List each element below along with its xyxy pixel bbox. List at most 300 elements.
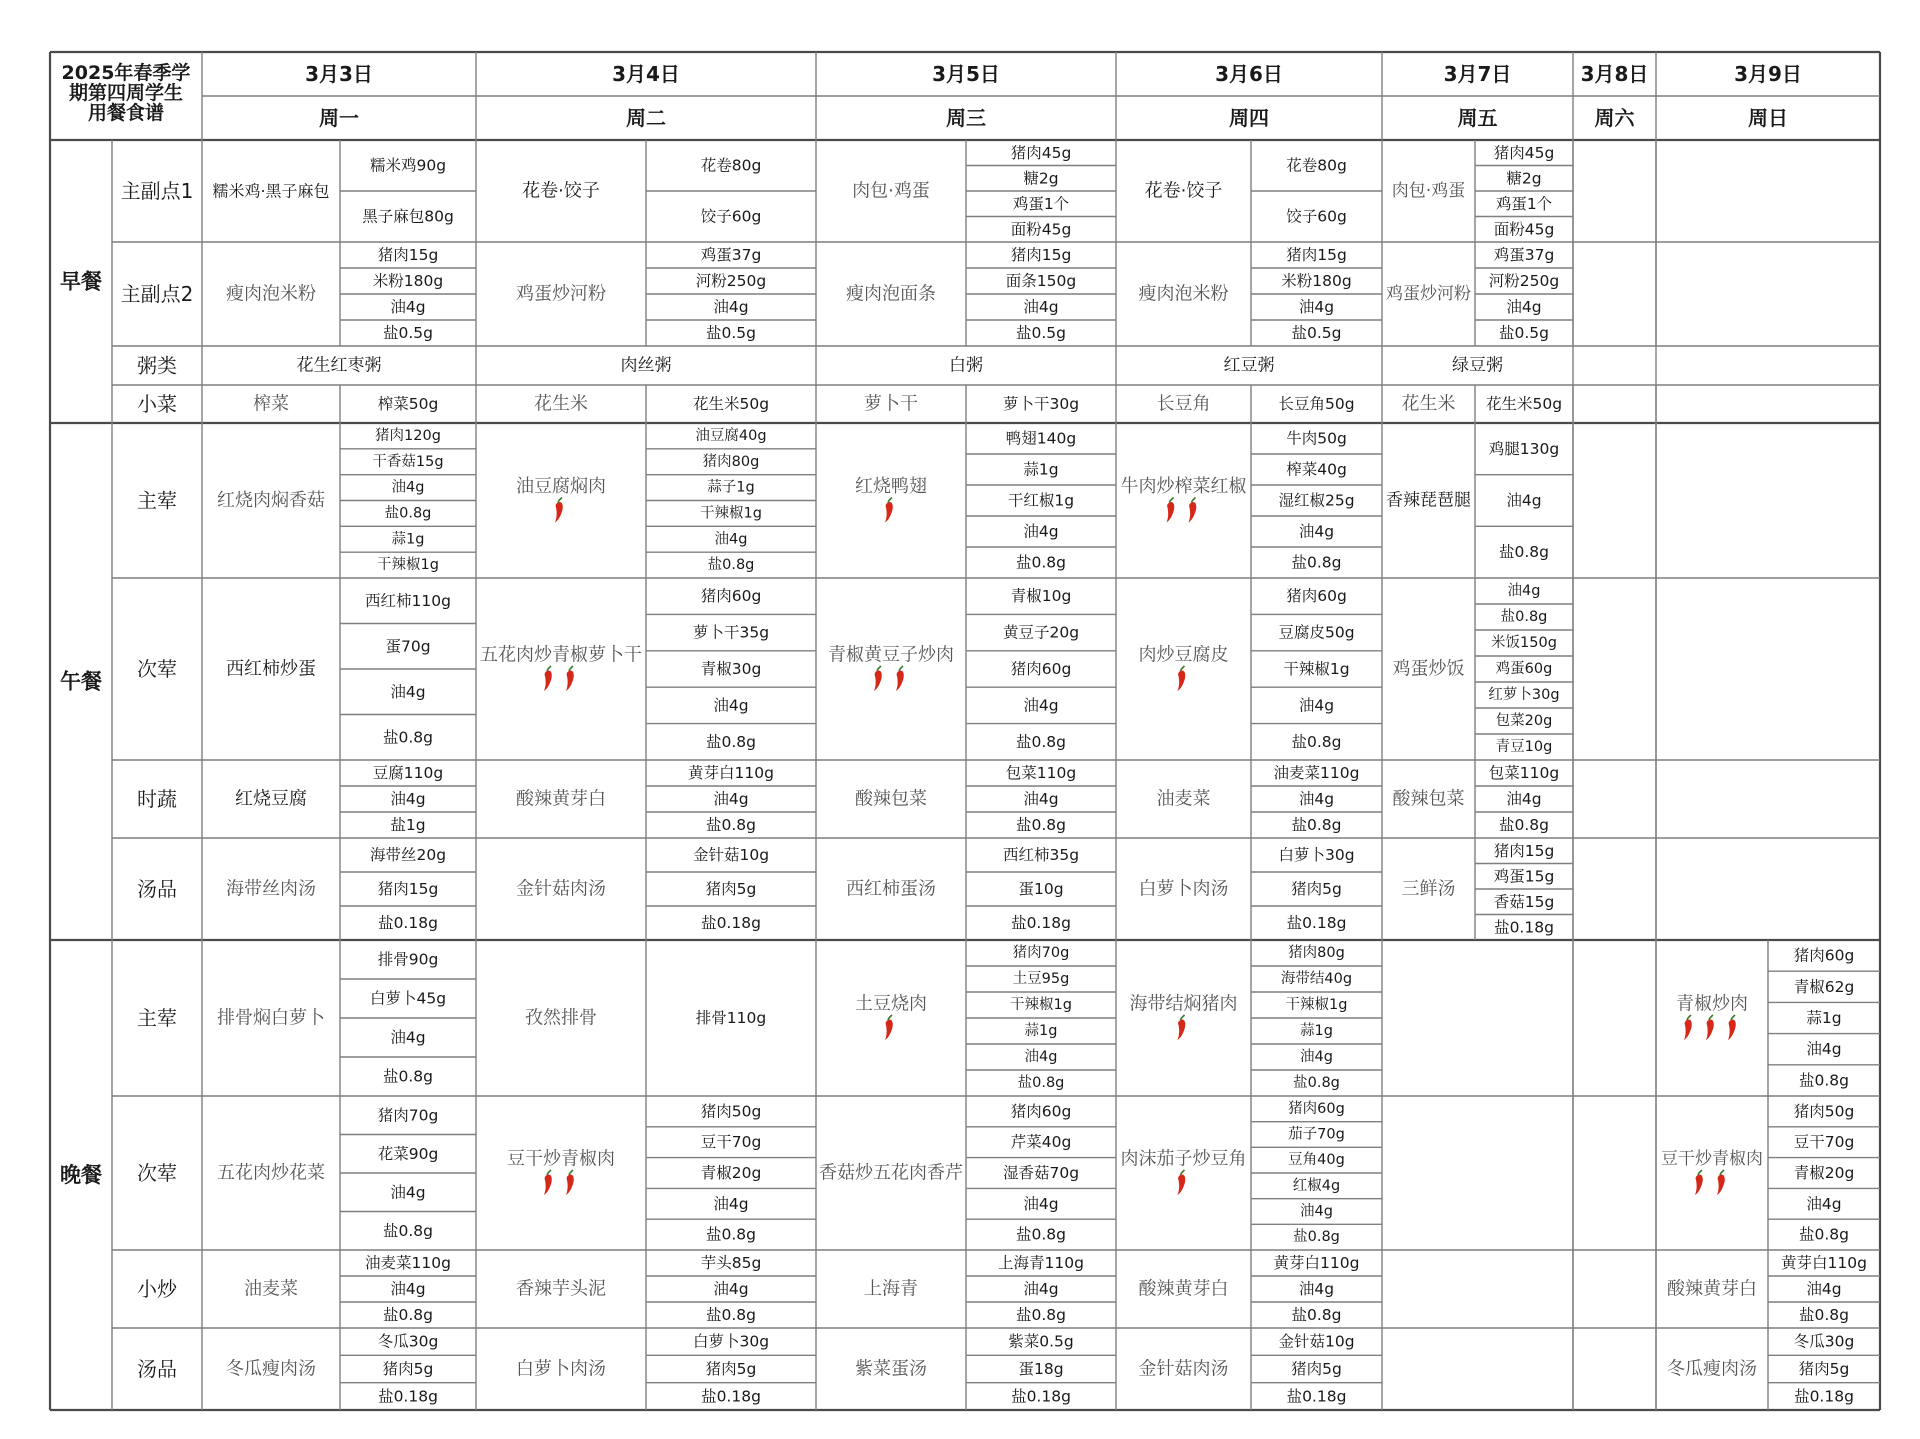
weekday-header: 周一 bbox=[319, 106, 359, 130]
ingredient-item: 土豆95g bbox=[1012, 971, 1070, 987]
dish-name: 鸡蛋炒河粉 bbox=[1386, 284, 1471, 304]
ingredient-item: 盐0.18g bbox=[1011, 914, 1071, 932]
ingredient-item: 盐0.18g bbox=[701, 1387, 761, 1406]
ingredient-item: 青椒62g bbox=[1793, 977, 1855, 996]
ingredient-item: 盐0.8g bbox=[1499, 816, 1549, 834]
ingredient-item: 盐0.8g bbox=[1016, 553, 1066, 572]
ingredient-item: 盐0.8g bbox=[1499, 543, 1549, 562]
ingredient-item: 榨菜40g bbox=[1286, 460, 1347, 479]
dish-name: 白萝卜肉汤 bbox=[516, 1358, 606, 1380]
ingredient-item: 紫菜0.5g bbox=[1008, 1332, 1074, 1351]
category-label: 次荤 bbox=[137, 1161, 177, 1185]
ingredient-item: 猪肉60g bbox=[1010, 660, 1072, 678]
ingredient-item: 猪肉5g bbox=[705, 880, 757, 898]
ingredient-item: 芋头85g bbox=[700, 1254, 762, 1272]
dish-name: 酸辣黄芽白 bbox=[516, 788, 606, 810]
ingredient-item: 蒜1g bbox=[1300, 1023, 1333, 1039]
ingredient-item: 盐0.8g bbox=[1799, 1071, 1849, 1090]
ingredient-item: 猪肉50g bbox=[700, 1102, 762, 1121]
ingredient-item: 冬瓜30g bbox=[1793, 1332, 1855, 1351]
ingredient-item: 油4g bbox=[1300, 1049, 1333, 1065]
ingredient-item: 油麦菜110g bbox=[1273, 764, 1360, 782]
ingredient-item: 芹菜40g bbox=[1010, 1133, 1072, 1152]
table-content bbox=[60, 61, 1867, 1405]
ingredient-item: 青椒20g bbox=[1793, 1164, 1855, 1182]
ingredient-item: 猪肉45g bbox=[1010, 143, 1072, 162]
ingredient-item: 黄芽白110g bbox=[688, 764, 774, 782]
ingredient-item: 猪肉15g bbox=[377, 246, 439, 264]
ingredient-item: 鸡蛋15g bbox=[1493, 867, 1555, 886]
dish-name: 上海青 bbox=[864, 1278, 918, 1300]
ingredient-item: 干香菇15g bbox=[372, 453, 444, 470]
ingredient-item: 豆干70g bbox=[1793, 1133, 1855, 1152]
ingredient-item: 米粉180g bbox=[1281, 272, 1352, 290]
ingredient-item: 豆干70g bbox=[700, 1133, 762, 1152]
ingredient-item: 猪肉60g bbox=[700, 587, 762, 606]
ingredient-item: 油4g bbox=[1806, 1194, 1842, 1213]
ingredient-item: 盐0.18g bbox=[1794, 1387, 1854, 1406]
ingredient-item: 油4g bbox=[1298, 790, 1335, 808]
meal-label: 午餐 bbox=[60, 669, 102, 694]
category-label: 粥类 bbox=[137, 353, 177, 378]
ingredient-item: 猪肉5g bbox=[1798, 1360, 1850, 1378]
ingredient-item: 花卷80g bbox=[700, 156, 762, 175]
chili-pepper-icon bbox=[555, 498, 563, 523]
ingredient-item: 黄芽白110g bbox=[1781, 1254, 1867, 1272]
ingredient-item: 蒜1g bbox=[1023, 460, 1059, 479]
ingredient-item: 盐0.8g bbox=[706, 732, 756, 751]
ingredient-item: 油4g bbox=[713, 298, 749, 316]
ingredient-item: 油4g bbox=[714, 531, 748, 548]
dish-name: 排骨焖白萝卜 bbox=[217, 1007, 325, 1029]
ingredient-item: 盐0.8g bbox=[706, 1306, 756, 1324]
ingredient-item: 红萝卜30g bbox=[1488, 687, 1560, 703]
ingredient-item: 包菜110g bbox=[1488, 764, 1560, 782]
porridge-dish: 红豆粥 bbox=[1223, 355, 1275, 376]
ingredient-item: 干辣椒1g bbox=[1010, 997, 1072, 1013]
dish-name: 红烧豆腐 bbox=[235, 788, 307, 810]
ingredient-item: 猪肉60g bbox=[1288, 1100, 1345, 1117]
dish-name: 萝卜干 bbox=[864, 393, 918, 415]
ingredient-item: 盐0.8g bbox=[383, 1067, 433, 1086]
dish-name: 金针菇肉汤 bbox=[1138, 1358, 1229, 1380]
dish-name: 糯米鸡·黑子麻包 bbox=[212, 181, 330, 201]
meal-label: 早餐 bbox=[60, 269, 102, 294]
date-header: 3月8日 bbox=[1580, 62, 1649, 86]
ingredient-item: 饺子60g bbox=[1286, 207, 1347, 226]
dish-name: 冬瓜瘦肉汤 bbox=[1667, 1358, 1757, 1380]
chili-pepper-icon bbox=[896, 666, 904, 691]
ingredient-item: 盐0.18g bbox=[378, 914, 438, 932]
ingredient-item: 猪肉5g bbox=[1291, 1360, 1342, 1378]
dish-name: 肉包·鸡蛋 bbox=[1391, 181, 1466, 201]
ingredient-item: 鸭翅140g bbox=[1005, 429, 1077, 448]
ingredient-item: 盐0.8g bbox=[1291, 732, 1342, 751]
ingredient-item: 猪肉15g bbox=[377, 880, 439, 898]
ingredient-item: 牛肉50g bbox=[1286, 429, 1347, 448]
ingredient-item: 花卷80g bbox=[1286, 156, 1347, 175]
ingredient-item: 香菇15g bbox=[1493, 892, 1555, 911]
ingredient-item: 榨菜50g bbox=[377, 395, 439, 413]
dish-name: 五花肉炒花菜 bbox=[217, 1162, 325, 1184]
ingredient-item: 红椒4g bbox=[1292, 1177, 1341, 1194]
ingredient-item: 油4g bbox=[1806, 1040, 1842, 1059]
ingredient-item: 盐0.8g bbox=[1293, 1075, 1340, 1091]
dish-name: 香辣琵琶腿 bbox=[1386, 490, 1471, 511]
ingredient-item: 油4g bbox=[390, 790, 426, 808]
chili-pepper-icon bbox=[885, 498, 893, 523]
ingredient-item: 青椒10g bbox=[1010, 587, 1072, 606]
dish-name: 花生米 bbox=[1401, 393, 1456, 415]
dish-name: 油豆腐焖肉 bbox=[516, 476, 606, 497]
ingredient-item: 海带结40g bbox=[1280, 971, 1353, 987]
ingredient-item: 黄豆子20g bbox=[1002, 623, 1080, 642]
dish-name: 榨菜 bbox=[253, 393, 289, 415]
ingredient-item: 猪肉70g bbox=[1012, 945, 1070, 961]
ingredient-item: 豆腐110g bbox=[372, 764, 444, 782]
ingredient-item: 猪肉50g bbox=[1793, 1102, 1855, 1121]
chili-pepper-icon bbox=[1189, 498, 1197, 523]
ingredient-item: 油4g bbox=[390, 1183, 426, 1202]
ingredient-item: 饺子60g bbox=[700, 207, 762, 226]
ingredient-item: 金针菇10g bbox=[692, 846, 770, 864]
ingredient-item: 盐0.8g bbox=[1016, 1306, 1066, 1324]
ingredient-item: 蛋10g bbox=[1018, 880, 1064, 898]
date-header: 3月6日 bbox=[1215, 62, 1283, 86]
category-label: 小菜 bbox=[137, 392, 177, 416]
ingredient-item: 长豆角50g bbox=[1278, 395, 1355, 413]
ingredient-item: 盐0.8g bbox=[383, 1306, 433, 1324]
dish-name: 鸡蛋炒饭 bbox=[1392, 658, 1465, 680]
ingredient-item: 油4g bbox=[1506, 491, 1542, 510]
ingredient-item: 盐0.5g bbox=[1499, 324, 1549, 342]
dish-name: 花卷·饺子 bbox=[1144, 180, 1223, 202]
ingredient-item: 青椒20g bbox=[700, 1164, 762, 1182]
dish-name: 瘦肉泡面条 bbox=[846, 283, 936, 305]
ingredient-item: 河粉250g bbox=[695, 272, 767, 290]
dish-name: 三鲜汤 bbox=[1401, 878, 1456, 900]
ingredient-item: 干辣椒1g bbox=[1283, 660, 1350, 678]
ingredient-item: 油4g bbox=[1298, 696, 1335, 715]
ingredient-item: 盐0.8g bbox=[1291, 816, 1342, 834]
dish-name: 肉沫茄子炒豆角 bbox=[1120, 1148, 1247, 1170]
date-header: 3月5日 bbox=[932, 62, 1000, 86]
chili-pepper-icon bbox=[1728, 1015, 1736, 1040]
ingredient-item: 油4g bbox=[713, 696, 749, 715]
dish-name: 瘦肉泡米粉 bbox=[1138, 283, 1229, 305]
ingredient-item: 盐0.8g bbox=[707, 557, 755, 574]
chili-pepper-icon bbox=[1178, 666, 1186, 691]
ingredient-item: 面粉45g bbox=[1010, 220, 1072, 239]
ingredient-item: 花生米50g bbox=[692, 395, 770, 413]
porridge-dish: 白粥 bbox=[949, 355, 983, 376]
porridge-dish: 花生红枣粥 bbox=[296, 355, 382, 376]
ingredient-item: 蒜1g bbox=[391, 531, 425, 548]
ingredient-item: 包菜20g bbox=[1495, 713, 1553, 729]
dish-name: 紫菜蛋汤 bbox=[855, 1358, 927, 1380]
ingredient-item: 鸡蛋1个 bbox=[1495, 194, 1553, 213]
dish-name: 酸辣黄芽白 bbox=[1138, 1278, 1229, 1300]
dish-name: 五花肉炒青椒萝卜干 bbox=[480, 644, 642, 666]
ingredient-item: 西红柿110g bbox=[365, 591, 451, 610]
ingredient-item: 猪肉15g bbox=[1010, 246, 1072, 264]
date-header: 3月9日 bbox=[1734, 62, 1802, 86]
ingredient-item: 油4g bbox=[390, 298, 426, 316]
table-grid bbox=[50, 52, 1880, 1410]
category-label: 汤品 bbox=[137, 877, 177, 901]
ingredient-item: 油4g bbox=[1300, 1203, 1333, 1220]
dish-name: 肉炒豆腐皮 bbox=[1138, 644, 1229, 666]
ingredient-item: 油4g bbox=[1023, 1194, 1059, 1213]
ingredient-item: 盐0.8g bbox=[1500, 609, 1548, 625]
ingredient-item: 干辣椒1g bbox=[1285, 997, 1348, 1013]
ingredient-item: 盐0.18g bbox=[1494, 918, 1554, 937]
ingredient-item: 豆腐皮50g bbox=[1278, 623, 1355, 642]
ingredient-item: 盐0.8g bbox=[1016, 816, 1066, 834]
chili-pepper-icon bbox=[1167, 498, 1175, 523]
chili-pepper-icon bbox=[874, 666, 882, 691]
ingredient-item: 油4g bbox=[1023, 696, 1059, 715]
chili-pepper-icon bbox=[566, 666, 574, 691]
category-label: 主荤 bbox=[137, 1006, 177, 1030]
ingredient-item: 油4g bbox=[1506, 790, 1542, 808]
ingredient-item: 糖2g bbox=[1023, 169, 1059, 188]
ingredient-item: 盐0.18g bbox=[701, 914, 761, 932]
chili-pepper-icon bbox=[544, 1170, 552, 1195]
ingredient-item: 排骨90g bbox=[377, 950, 439, 969]
ingredient-item: 包菜110g bbox=[1005, 764, 1077, 782]
ingredient-item: 猪肉60g bbox=[1286, 587, 1347, 606]
chili-pepper-icon bbox=[1178, 1170, 1186, 1195]
ingredient-item: 油4g bbox=[1298, 1280, 1335, 1298]
weekday-header: 周三 bbox=[946, 106, 986, 130]
porridge-dish: 绿豆粥 bbox=[1452, 355, 1503, 376]
ingredient-item: 油4g bbox=[1023, 790, 1059, 808]
ingredient-item: 油4g bbox=[1023, 522, 1059, 541]
category-label: 时蔬 bbox=[137, 787, 177, 811]
category-label: 主副点2 bbox=[120, 282, 194, 306]
ingredient-item: 青椒30g bbox=[700, 660, 762, 678]
chili-pepper-icon bbox=[885, 1015, 893, 1040]
category-label: 主副点1 bbox=[120, 179, 194, 203]
date-header: 3月4日 bbox=[612, 62, 680, 86]
ingredient-item: 油4g bbox=[1298, 298, 1335, 316]
dish-name: 瘦肉泡米粉 bbox=[226, 283, 316, 305]
ingredient-item: 蛋18g bbox=[1018, 1360, 1064, 1378]
ingredient-item: 面条150g bbox=[1005, 272, 1077, 290]
dish-name: 西红柿蛋汤 bbox=[846, 878, 936, 900]
page-title-line: 期第四周学生 bbox=[68, 82, 184, 104]
ingredient-item: 干辣椒1g bbox=[377, 557, 439, 574]
ingredient-item: 青豆10g bbox=[1495, 739, 1553, 755]
ingredient-item: 盐1g bbox=[390, 816, 426, 834]
ingredient-item: 面粉45g bbox=[1493, 220, 1555, 239]
ingredient-item: 油4g bbox=[1806, 1280, 1842, 1298]
ingredient-item: 猪肉80g bbox=[702, 453, 760, 470]
ingredient-item: 猪肉15g bbox=[1493, 841, 1555, 860]
ingredient-item: 蒜1g bbox=[1806, 1009, 1842, 1027]
ingredient-item: 干红椒1g bbox=[1007, 491, 1075, 510]
dish-name: 油麦菜 bbox=[244, 1278, 298, 1300]
ingredient-item: 糯米鸡90g bbox=[369, 156, 447, 175]
ingredient-item: 盐0.8g bbox=[706, 816, 756, 834]
ingredient-item: 盐0.5g bbox=[383, 324, 433, 342]
ingredient-item: 猪肉70g bbox=[377, 1106, 439, 1125]
dish-name: 酸辣黄芽白 bbox=[1667, 1278, 1757, 1300]
ingredient-item: 白萝卜45g bbox=[369, 989, 447, 1008]
dish-name: 白萝卜肉汤 bbox=[1138, 878, 1229, 900]
date-header: 3月3日 bbox=[305, 62, 373, 86]
dish-name: 土豆烧肉 bbox=[855, 993, 927, 1015]
ingredient-item: 盐0.18g bbox=[378, 1387, 438, 1406]
ingredient-item: 白萝卜30g bbox=[1278, 846, 1355, 864]
ingredient-item: 油豆腐40g bbox=[695, 427, 767, 444]
ingredient-item: 鸡蛋1个 bbox=[1012, 194, 1070, 213]
chili-pepper-icon bbox=[1178, 1015, 1186, 1040]
ingredient-item: 米粉180g bbox=[372, 272, 444, 290]
ingredient-item: 萝卜干35g bbox=[692, 623, 770, 642]
ingredient-item: 鸡蛋60g bbox=[1495, 661, 1553, 677]
dish-name: 酸辣包菜 bbox=[855, 788, 927, 810]
ingredient-item: 猪肉5g bbox=[1291, 880, 1342, 898]
ingredient-item: 湿香菇70g bbox=[1002, 1164, 1080, 1182]
ingredient-item: 海带丝20g bbox=[369, 846, 447, 864]
ingredient-item: 盐0.18g bbox=[1286, 1387, 1347, 1406]
dish-name: 香菇炒五花肉香芹 bbox=[819, 1162, 963, 1184]
ingredient-item: 盐0.8g bbox=[1016, 732, 1066, 751]
ingredient-item: 盐0.8g bbox=[1293, 1229, 1340, 1246]
ingredient-item: 猪肉60g bbox=[1793, 946, 1855, 965]
dish-name: 牛肉炒榨菜红椒 bbox=[1120, 476, 1247, 497]
ingredient-item: 猪肉120g bbox=[375, 427, 441, 444]
chili-pepper-icon bbox=[1717, 1170, 1725, 1195]
ingredient-item: 糖2g bbox=[1506, 169, 1542, 188]
ingredient-item: 盐0.5g bbox=[1291, 324, 1342, 342]
category-label: 汤品 bbox=[137, 1357, 177, 1381]
weekday-header: 周五 bbox=[1457, 106, 1498, 130]
chili-pepper-icon bbox=[566, 1170, 574, 1195]
ingredient-item: 猪肉15g bbox=[1286, 246, 1347, 264]
ingredient-item: 蒜子1g bbox=[707, 479, 755, 496]
dish-name: 肉包·鸡蛋 bbox=[852, 180, 930, 202]
dish-name: 豆干炒青椒肉 bbox=[1661, 1149, 1763, 1169]
ingredient-item: 萝卜干30g bbox=[1002, 395, 1080, 413]
ingredient-item: 猪肉80g bbox=[1288, 945, 1345, 961]
ingredient-item: 油4g bbox=[390, 1280, 426, 1298]
ingredient-item: 盐0.8g bbox=[1799, 1225, 1849, 1244]
ingredient-item: 鸡腿130g bbox=[1488, 439, 1560, 458]
dish-name: 红烧肉焖香菇 bbox=[217, 490, 325, 511]
ingredient-item: 米饭150g bbox=[1491, 635, 1557, 651]
ingredient-item: 西红柿35g bbox=[1002, 846, 1080, 864]
dish-name: 海带结焖猪肉 bbox=[1129, 993, 1238, 1015]
ingredient-item: 油4g bbox=[390, 1028, 426, 1047]
dish-name: 鸡蛋炒河粉 bbox=[516, 283, 606, 305]
weekday-header: 周日 bbox=[1748, 106, 1788, 130]
ingredient-item: 油4g bbox=[1298, 522, 1335, 541]
ingredient-item: 盐0.5g bbox=[706, 324, 756, 342]
ingredient-item: 盐0.8g bbox=[706, 1225, 756, 1244]
ingredient-item: 油4g bbox=[1024, 1049, 1058, 1065]
ingredient-item: 盐0.8g bbox=[1799, 1306, 1849, 1324]
ingredient-item: 豆角40g bbox=[1288, 1152, 1345, 1169]
ingredient-item: 河粉250g bbox=[1488, 272, 1560, 290]
dish-name: 青椒黄豆子炒肉 bbox=[828, 644, 954, 666]
chili-pepper-icon bbox=[1684, 1015, 1692, 1040]
ingredient-item: 盐0.8g bbox=[383, 1221, 433, 1240]
ingredient-item: 黄芽白110g bbox=[1273, 1254, 1360, 1272]
ingredient-item: 油麦菜110g bbox=[365, 1254, 451, 1272]
ingredient-item: 盐0.8g bbox=[1017, 1075, 1065, 1091]
ingredient-item: 蛋70g bbox=[385, 637, 431, 656]
ingredient-item: 盐0.8g bbox=[383, 728, 433, 747]
ingredient-item: 湿红椒25g bbox=[1278, 491, 1355, 510]
dish-name: 花生米 bbox=[534, 393, 588, 415]
dish-name: 金针菇肉汤 bbox=[516, 878, 606, 900]
chili-pepper-icon bbox=[544, 666, 552, 691]
ingredient-item: 盐0.8g bbox=[1016, 1225, 1066, 1244]
ingredient-item: 白萝卜30g bbox=[692, 1332, 770, 1351]
ingredient-item: 盐0.18g bbox=[1286, 914, 1347, 932]
ingredient-item: 金针菇10g bbox=[1278, 1332, 1355, 1351]
ingredient-item: 鸡蛋37g bbox=[700, 246, 762, 264]
ingredient-item: 上海青110g bbox=[998, 1254, 1084, 1272]
dish-name: 海带丝肉汤 bbox=[226, 878, 316, 900]
ingredient-item: 干辣椒1g bbox=[700, 505, 762, 522]
ingredient-item: 盐0.8g bbox=[1291, 1306, 1342, 1324]
category-label: 主荤 bbox=[137, 488, 177, 513]
ingredient-item: 油4g bbox=[713, 1280, 749, 1298]
weekday-header: 周六 bbox=[1594, 106, 1635, 130]
weekday-header: 周二 bbox=[626, 106, 666, 130]
ingredient-item: 猪肉45g bbox=[1493, 143, 1555, 162]
ingredient-item: 茄子70g bbox=[1288, 1126, 1345, 1143]
dish-name: 孜然排骨 bbox=[525, 1007, 597, 1029]
dish-name: 花卷·饺子 bbox=[522, 180, 600, 202]
chili-pepper-icon bbox=[1706, 1015, 1714, 1040]
dish-name: 红烧鸭翅 bbox=[855, 476, 927, 497]
ingredient-item: 花菜90g bbox=[377, 1144, 439, 1163]
dish-name: 青椒炒肉 bbox=[1676, 993, 1748, 1015]
ingredient-item: 油4g bbox=[1506, 298, 1542, 316]
ingredient-item: 油4g bbox=[713, 790, 749, 808]
ingredient-item: 油4g bbox=[391, 479, 425, 496]
ingredient-item: 盐0.8g bbox=[384, 505, 432, 522]
ingredient-item: 猪肉60g bbox=[1010, 1102, 1072, 1121]
ingredient-item: 油4g bbox=[1023, 298, 1059, 316]
ingredient-item: 花生米50g bbox=[1485, 395, 1563, 413]
dish-name: 豆干炒青椒肉 bbox=[507, 1148, 615, 1170]
dish-name: 酸辣包菜 bbox=[1392, 788, 1465, 810]
weekday-header: 周四 bbox=[1229, 106, 1269, 130]
dish-name: 长豆角 bbox=[1156, 393, 1211, 415]
chili-pepper-icon bbox=[1695, 1170, 1703, 1195]
dish-name: 油麦菜 bbox=[1156, 788, 1211, 810]
ingredient-item: 盐0.8g bbox=[1291, 553, 1342, 572]
ingredient-item: 盐0.18g bbox=[1011, 1387, 1071, 1406]
porridge-dish: 肉丝粥 bbox=[620, 355, 672, 376]
ingredient-item: 猪肉5g bbox=[705, 1360, 757, 1378]
ingredient-item: 冬瓜30g bbox=[377, 1332, 439, 1351]
ingredient-item: 排骨110g bbox=[695, 1009, 767, 1027]
category-label: 次荤 bbox=[137, 657, 177, 681]
ingredient-item: 油4g bbox=[1023, 1280, 1059, 1298]
ingredient-item: 盐0.5g bbox=[1016, 324, 1066, 342]
ingredient-item: 油4g bbox=[390, 682, 426, 701]
dish-name: 西红柿炒蛋 bbox=[226, 658, 316, 680]
page-title-line: 2025年春季学 bbox=[61, 62, 191, 84]
ingredient-item: 蒜1g bbox=[1024, 1023, 1058, 1039]
